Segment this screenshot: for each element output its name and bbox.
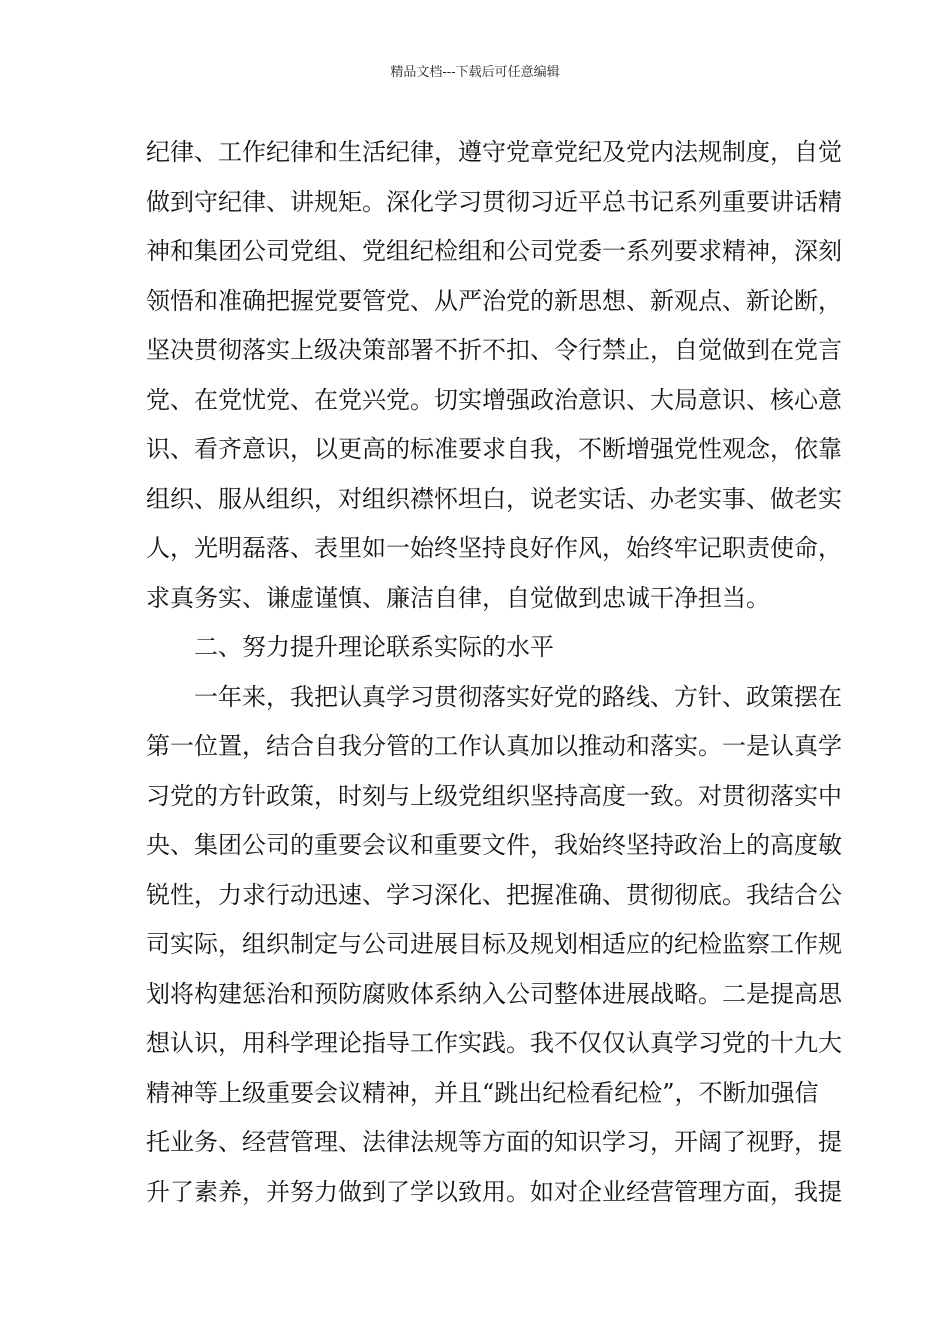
text-line: 神和集团公司党组、党组纪检组和公司党委一系列要求精神，深刻 (146, 237, 842, 265)
text-line: 识、看齐意识，以更高的标准要求自我，不断增强党性观念，依靠 (146, 435, 842, 463)
text-line: 升了素养，并努力做到了学以致用。如对企业经营管理方面，我提 (146, 1177, 842, 1206)
text-line: 二、努力提升理论联系实际的水平 (194, 633, 554, 661)
text-line: 划将构建惩治和预防腐败体系纳入公司整体进展战略。二是提高思 (146, 979, 842, 1008)
page-header: 精品文档---下载后可任意编辑 (390, 65, 560, 80)
text-line: 想认识，用科学理论指导工作实践。我不仅仅认真学习党的十九大 (146, 1029, 842, 1057)
text-line: 精神等上级重要会议精神，并且“跳出纪检看纪检”，不断加强信 (146, 1078, 819, 1107)
text-line: 求真务实、谦虚谨慎、廉洁自律，自觉做到忠诚干净担当。 (146, 583, 770, 612)
text-line: 锐性，力求行动迅速、学习深化、把握准确、贯彻彻底。我结合公 (146, 880, 842, 909)
text-line: 党、在党忧党、在党兴党。切实增强政治意识、大局意识、核心意 (146, 385, 842, 414)
text-line: 做到守纪律、讲规矩。深化学习贯彻习近平总书记系列重要讲话精 (146, 187, 842, 216)
text-line: 第一位置，结合自我分管的工作认真加以推动和落实。一是认真学 (146, 732, 842, 760)
text-line: 纪律、工作纪律和生活纪律，遵守党章党纪及党内法规制度，自觉 (146, 138, 842, 166)
text-line: 司实际，组织制定与公司进展目标及规划相适应的纪检监察工作规 (146, 930, 842, 958)
text-line: 人，光明磊落、表里如一始终坚持良好作风，始终牢记职责使命， (146, 534, 842, 562)
document-body (146, 128, 842, 1217)
text-line: 组织、服从组织，对组织襟怀坦白，说老实话、办老实事、做老实 (146, 484, 842, 513)
text-line: 一年来，我把认真学习贯彻落实好党的路线、方针、政策摆在 (194, 682, 842, 711)
text-line: 坚决贯彻落实上级决策部署不折不扣、令行禁止，自觉做到在党言 (146, 336, 842, 364)
text-line: 领悟和准确把握党要管党、从严治党的新思想、新观点、新论断， (146, 286, 842, 315)
text-line: 托业务、经营管理、法律法规等方面的知识学习，开阔了视野，提 (146, 1128, 842, 1156)
text-line: 习党的方针政策，时刻与上级党组织坚持高度一致。对贯彻落实中 (146, 781, 842, 810)
text-line: 央、集团公司的重要会议和重要文件，我始终坚持政治上的高度敏 (146, 831, 842, 859)
